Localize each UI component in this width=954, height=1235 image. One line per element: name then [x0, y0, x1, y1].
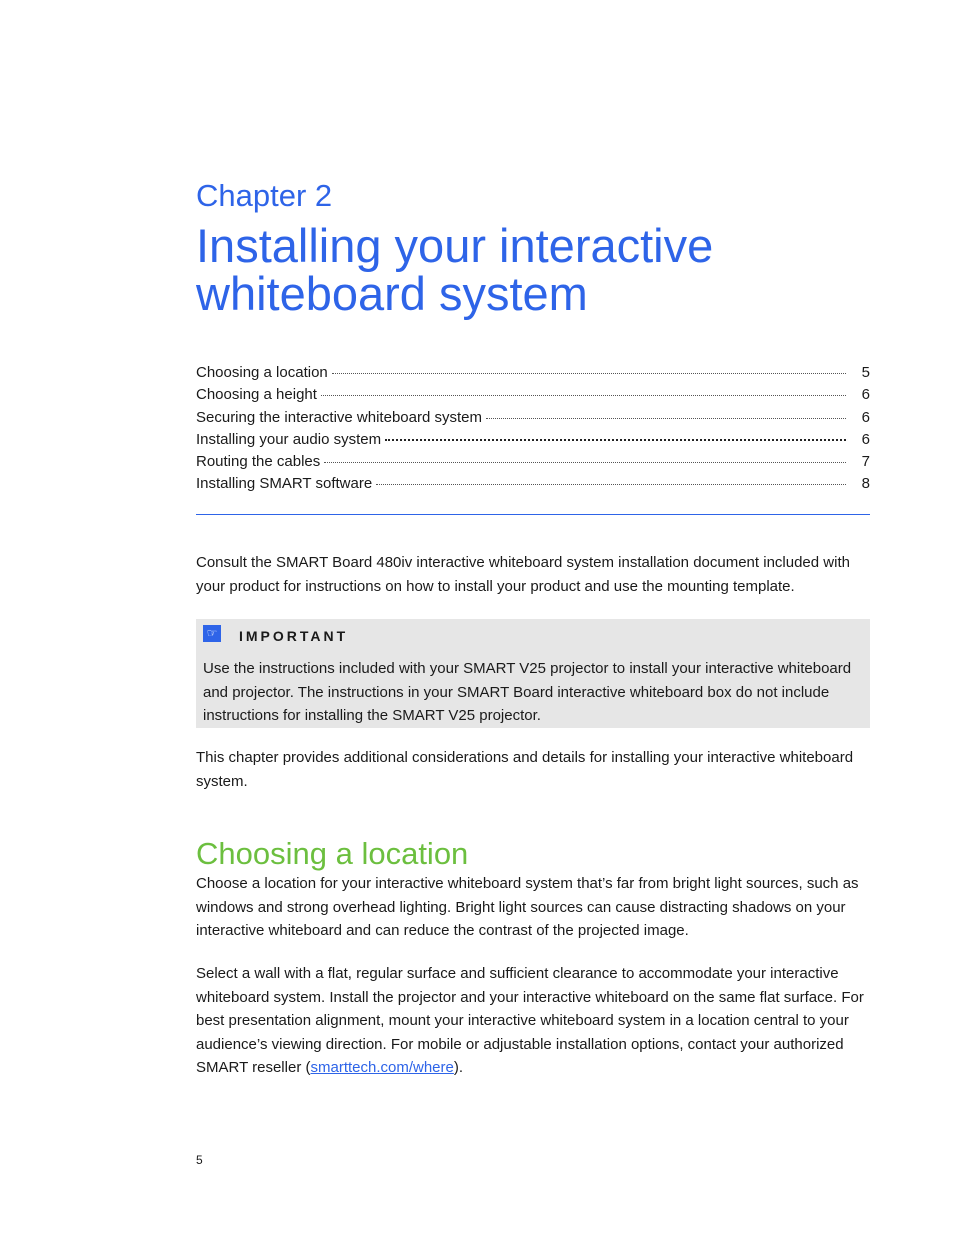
toc-entry-text: Choosing a location [196, 364, 328, 381]
toc-leader-dots [321, 394, 846, 396]
toc-entry-page: 8 [861, 475, 870, 493]
toc-entry-routing-cables[interactable] [196, 451, 870, 473]
toc-entry-choosing-a-location[interactable] [196, 362, 870, 384]
toc-entry-installing-software[interactable] [196, 473, 870, 495]
toc-divider [196, 514, 870, 515]
toc-leader-dots [332, 372, 846, 374]
toc-entry-text: Installing your audio system [196, 430, 382, 448]
section-heading: Choosing a location [196, 836, 469, 871]
toc-entry-securing-whiteboard[interactable] [196, 407, 870, 429]
intro-paragraph: Consult the SMART Board 480iv interactive whiteboard system installation document included with your product for instructions on how to install your product and use the mounting template. [196, 554, 850, 595]
toc-leader-dots [486, 417, 846, 419]
chapter-summary-paragraph: This chapter provides additional considerations and details for installing your interactive whiteboard system. [196, 749, 854, 790]
reseller-link[interactable]: smarttech.com/where [310, 1059, 454, 1076]
toc-entry-text: Routing the cables [196, 453, 321, 471]
page-number: 5 [196, 1153, 203, 1167]
toc-entry-text: Installing SMART software [196, 475, 373, 493]
toc-entry-page: 6 [861, 386, 870, 404]
toc-entry-page: 6 [861, 408, 870, 426]
table-of-contents [196, 362, 870, 496]
toc-leader-dots [324, 461, 846, 463]
toc-entry-page: 7 [861, 453, 870, 471]
location-paragraph-1: Choose a location for your interactive whiteboard system that’s far from bright light sources, such as windows and strong overhead lighting. Bright light sources can cause distracting shadows on your interactive whiteboard and can reduce the contrast of the projected image. [196, 875, 859, 939]
location-paragraph-2 [196, 962, 870, 1080]
chapter-label: Chapter 2 [196, 178, 333, 213]
toc-entry-text: Securing the interactive whiteboard system [196, 408, 482, 426]
toc-entry-page: 5 [861, 364, 870, 381]
note-body: Use the instructions included with your SMART V25 projector to install your interactive whiteboard and projector. The instructions in your SMART Board interactive whiteboard box do not include instructions for installing the SMART V25 projector. [203, 660, 852, 724]
chapter-title: Installing your interactive whiteboard system [196, 219, 714, 320]
toc-entry-page: 6 [861, 430, 870, 448]
note-heading: IMPORTANT [239, 628, 349, 644]
toc-entry-choosing-a-height[interactable] [196, 384, 870, 406]
paragraph-text-end: ). [453, 1059, 464, 1076]
important-note [196, 619, 870, 728]
pointing-hand-icon: ☞ [203, 625, 221, 642]
paragraph-text: Select a wall with a flat, regular surface and sufficient clearance to accommodate your interactive whiteboard system. Install the projector and your interactive whiteboard on the same flat surface. For best presentation alignment, mount your interactive whiteboard system in a location central to your audience’s viewing direction. For mobile or adjustable installation options, contact your authorized SMART reseller ( [196, 965, 864, 1076]
toc-leader-dots [385, 438, 846, 441]
toc-leader-dots [376, 483, 846, 485]
toc-entry-text: Choosing a height [196, 386, 317, 404]
toc-entry-installing-audio[interactable] [196, 429, 870, 451]
